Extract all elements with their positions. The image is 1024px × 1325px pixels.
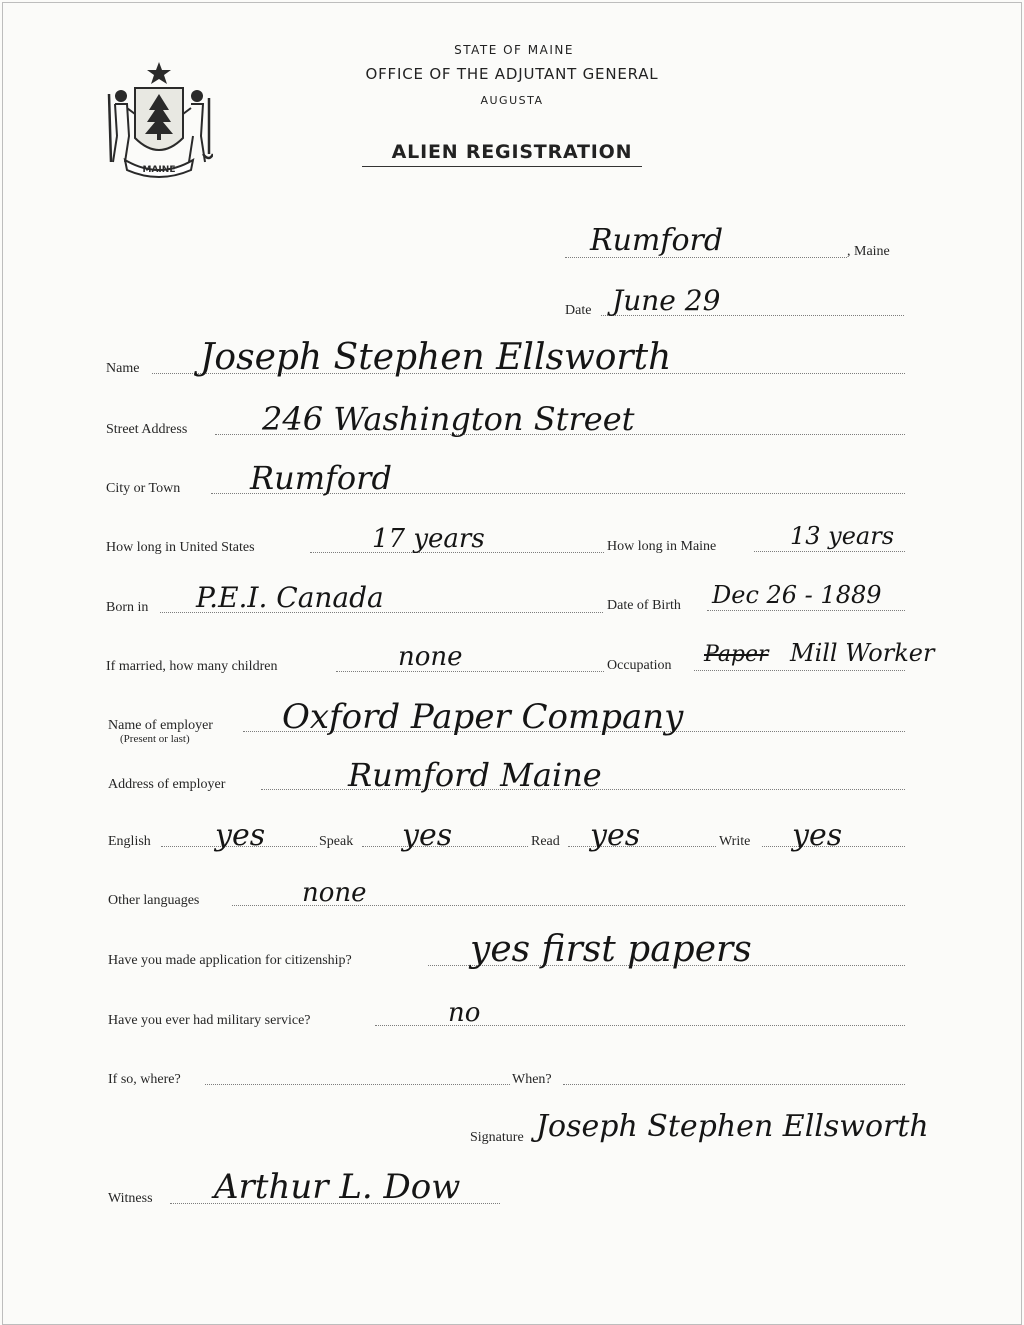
header-state: STATE OF MAINE bbox=[454, 43, 574, 57]
how-long-us-value: 17 years bbox=[372, 524, 485, 554]
date-of-birth-line bbox=[707, 610, 905, 611]
signature-value: Joseph Stephen Ellsworth bbox=[536, 1109, 929, 1144]
form-title: ALIEN REGISTRATION bbox=[391, 141, 633, 163]
date-of-birth-value: Dec 26 - 1889 bbox=[712, 581, 882, 609]
city-value: Rumford bbox=[250, 459, 392, 497]
employer-name-note: (Present or last) bbox=[120, 733, 190, 745]
military-label: Have you ever had military service? bbox=[108, 1013, 311, 1028]
occupation-struck-value: Paper bbox=[704, 642, 769, 667]
how-long-us-label: How long in United States bbox=[106, 540, 255, 555]
children-line bbox=[336, 671, 604, 672]
signature-label: Signature bbox=[470, 1130, 524, 1145]
witness-label: Witness bbox=[108, 1191, 153, 1206]
witness-value: Arthur L. Dow bbox=[214, 1167, 461, 1207]
speak-label: Speak bbox=[319, 834, 354, 849]
seal-ribbon-text: MAINE bbox=[142, 165, 176, 175]
city-label: City or Town bbox=[106, 481, 181, 496]
citizenship-value: yes first papers bbox=[470, 929, 752, 970]
header-city: AUGUSTA bbox=[480, 94, 544, 107]
street-address-label: Street Address bbox=[106, 422, 188, 437]
occupation-value: Mill Worker bbox=[790, 639, 935, 667]
date-of-birth-label: Date of Birth bbox=[607, 598, 681, 613]
employer-name-value: Oxford Paper Company bbox=[282, 697, 684, 737]
other-languages-value: none bbox=[302, 878, 367, 908]
name-value: Joseph Stephen Ellsworth bbox=[200, 337, 672, 378]
date-value: June 29 bbox=[612, 284, 721, 317]
employer-address-label: Address of employer bbox=[108, 777, 226, 792]
write-value: yes bbox=[792, 818, 843, 853]
how-long-maine-label: How long in Maine bbox=[607, 539, 717, 554]
title-underline bbox=[362, 166, 642, 167]
read-value: yes bbox=[590, 818, 641, 853]
header-office: OFFICE OF THE ADJUTANT GENERAL bbox=[365, 65, 659, 83]
read-label: Read bbox=[531, 834, 560, 849]
born-in-value: P.E.I. Canada bbox=[196, 581, 384, 614]
english-label: English bbox=[108, 834, 151, 849]
employer-address-value: Rumford Maine bbox=[348, 756, 602, 794]
if-so-where-label: If so, where? bbox=[108, 1072, 181, 1087]
write-label: Write bbox=[719, 834, 751, 849]
born-in-label: Born in bbox=[106, 600, 149, 615]
town-value: Rumford bbox=[590, 223, 724, 258]
if-so-where-line bbox=[205, 1084, 510, 1085]
when-line bbox=[563, 1084, 905, 1085]
citizenship-label: Have you made application for citizenship? bbox=[108, 953, 352, 968]
other-languages-label: Other languages bbox=[108, 893, 200, 908]
military-value: no bbox=[448, 998, 481, 1028]
how-long-maine-line bbox=[754, 551, 905, 552]
date-label: Date bbox=[565, 303, 592, 318]
occupation-label: Occupation bbox=[607, 658, 672, 673]
street-address-value: 246 Washington Street bbox=[262, 400, 635, 438]
when-label: When? bbox=[512, 1072, 552, 1087]
occupation-line bbox=[694, 670, 905, 671]
english-value: yes bbox=[215, 818, 266, 853]
name-label: Name bbox=[106, 361, 140, 376]
maine-suffix-label: , Maine bbox=[847, 244, 890, 259]
children-label: If married, how many children bbox=[106, 659, 278, 674]
speak-value: yes bbox=[402, 818, 453, 853]
employer-name-label: Name of employer bbox=[108, 718, 213, 733]
children-value: none bbox=[398, 642, 463, 672]
how-long-maine-value: 13 years bbox=[790, 522, 895, 550]
